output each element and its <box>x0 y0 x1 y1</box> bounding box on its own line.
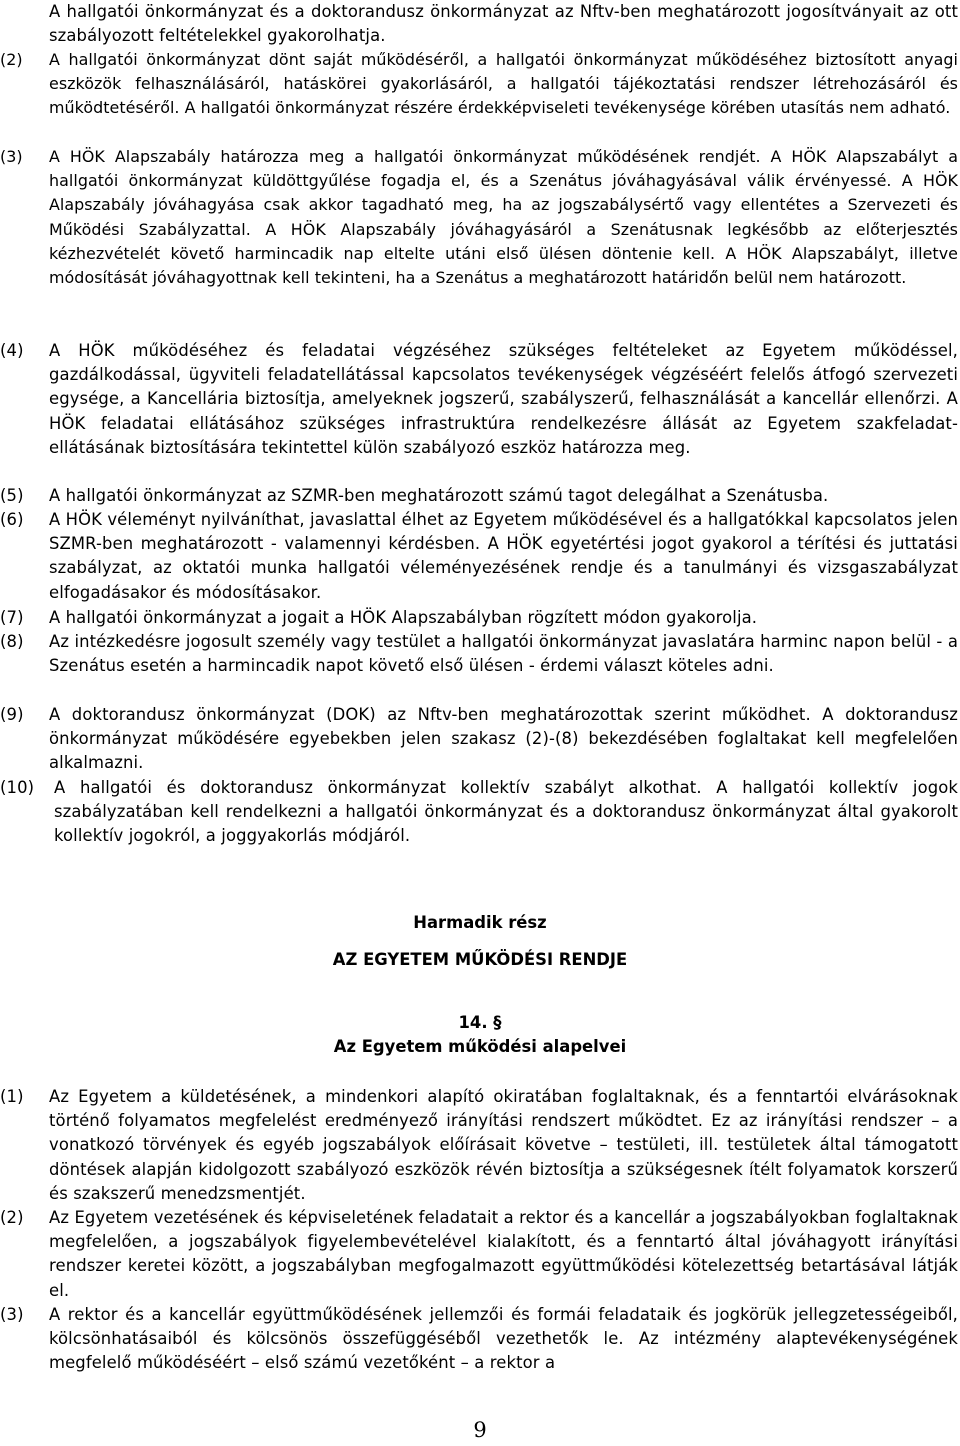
section-paragraph-2 <box>0 1206 958 1303</box>
paragraph-6 <box>0 508 958 605</box>
paragraph-number: (4) <box>0 341 24 360</box>
paragraph-text: A doktorandusz önkormányzat (DOK) az Nftv-ben meghatározottak szerint működhet. A doktorandusz önkormányzat működésére egyebekben jelen szakasz (2)-(8) bekezdésében foglaltakat kell megfelelően alkalmazni. <box>49 705 958 773</box>
paragraph-text: A HÖK Alapszabály határozza meg a hallgatói önkormányzat működésének rendjét. A HÖK Alapszabályt a hallgatói önkormányzat küldöttgyűlése fogadja el, és a Szenátus jóváhagyásával válik érvényessé. A HÖK Alapszabály jóváhagyása csak akkor tagadható meg, ha az jogszabálysértő vagy ellentétes a Szervezeti és Működési Szabályzattal. A HÖK Alapszabály jóváhagyásáról a Szenátusnak legkésőbb az előterjesztés kézhezvételét követő harmincadik nap eltelte utáni első ülésen döntenie kell. A HÖK Alapszabályt, illetve módosítását jóváhagyottnak kell tekinteni, ha a Szenátus a meghatározott határidőn belül nem határozott. <box>49 147 958 288</box>
paragraph-number: (6) <box>0 510 24 529</box>
paragraph-text: Az intézkedésre jogosult személy vagy testület a hallgatói önkormányzat javaslatára harminc napon belül - a Szenátus esetén a harmincadik napot követő első ülésen - érdemi választ köteles adni. <box>49 632 958 676</box>
paragraph-text: A hallgatói és doktorandusz önkormányzat kollektív szabályt alkothat. A hallgatói kollektív jogok szabályzatában kell rendelkezni a hallgatói önkormányzat és a doktorandusz önkormányzat által gyakorolt kollektív jogokról, a joggyakorlás módjáról. <box>54 778 958 846</box>
section-paragraph-3 <box>0 1303 958 1376</box>
paragraph-number: (3) <box>0 1305 24 1324</box>
paragraph-text: A hallgatói önkormányzat a jogait a HÖK Alapszabályban rögzített módon gyakorolja. <box>49 608 758 627</box>
paragraph-number: (9) <box>0 705 24 724</box>
intro-paragraph <box>0 0 958 48</box>
paragraph-text: A hallgatói önkormányzat dönt saját működéséről, a hallgatói önkormányzat működéséhez biztosított anyagi eszközök felhasználásáról, hatáskörei gyakorlásáról, a hallgatói tájékoztatási rendszer létrehozásáról és működtetéséről. A hallgatói önkormányzat részére érdekképviseleti tevékenysége körében utasítás nem adható. <box>49 50 958 118</box>
paragraph-3 <box>0 145 958 290</box>
paragraph-9 <box>0 703 958 776</box>
paragraph-text: A HÖK működéséhez és feladatai végzéséhez szükséges feltételeket az Egyetem működéssel, gazdálkodással, ügyviteli feladatellátással kapcsolatos tevékenységek végzéséért felelős átfogó szervezeti egysége, a Kancellária biztosítja, amelyeknek jogszerű, szabályszerű, felhasználását a kancellár ellenőrzi. A HÖK feladatai ellátásához szükséges infrastruktúra rendelkezésre állását az Egyetem szakfeladat-ellátásának biztosítására tekintettel külön szabályozó eszköz határozza meg. <box>49 341 958 457</box>
part-subtitle: AZ EGYETEM MŰKÖDÉSI RENDJE <box>332 950 628 969</box>
paragraph-8 <box>0 630 958 678</box>
paragraph-text: A rektor és a kancellár együttműködésének jellemzői és formái feladataik és jogkörük jellegzetességeiből, kölcsönhatásaiból és kölcsönös összefüggéséből vezethetők le. Az intézmény alaptevékenységének megfelelő működéséért – első számú vezetőként – a rektor a <box>49 1305 958 1373</box>
paragraph-number: (7) <box>0 608 24 627</box>
paragraph-number: (2) <box>0 1208 24 1227</box>
paragraph-number: (1) <box>0 1087 24 1106</box>
paragraph-7 <box>0 606 958 630</box>
paragraph-text: Az Egyetem a küldetésének, a mindenkori alapító okiratában foglaltaknak, és a fenntartói elvárásoknak történő folyamatos megfelelést eredményező irányítási rendszert működtet. Ez az irányítási rendszer – a vonatkozó törvények és egyéb jogszabályok előírásait követve – testületi, ill. testületek által támogatott döntések alapján kidolgozott szabályozó eszközök révén biztosítja a szükségesnek ítélt folyamatok korszerű és szakszerű menedzsmentjét. <box>49 1087 958 1203</box>
paragraph-number: (2) <box>0 50 23 69</box>
paragraph-10 <box>0 776 958 849</box>
section-number: 14. § <box>458 1013 502 1032</box>
part-title: Harmadik rész <box>413 913 547 932</box>
paragraph-2 <box>0 48 958 121</box>
paragraph-number: (5) <box>0 486 24 505</box>
page-number: 9 <box>473 1418 487 1442</box>
paragraph-number: (10) <box>0 778 35 797</box>
paragraph-number: (8) <box>0 632 24 651</box>
paragraph-text: Az Egyetem vezetésének és képviseletének feladatait a rektor és a kancellár a jogszabályokban foglaltaknak megfelelően, a jogszabályok figyelembevételével kialakított, és a fenntartó által jóváhagyott irányítási rendszer keretei között, a jogszabályban megfogalmazott együttműködési kötelezettség betartásával látják el. <box>49 1208 958 1300</box>
paragraph-5 <box>0 484 958 508</box>
intro-text: A hallgatói önkormányzat és a doktorandusz önkormányzat az Nftv-ben meghatározott jogosítványait az ott szabályozott feltételekkel gyakorolhatja. <box>49 2 958 46</box>
paragraph-text: A hallgatói önkormányzat az SZMR-ben meghatározott számú tagot delegálhat a Szenátusba. <box>49 486 829 505</box>
paragraph-4 <box>0 339 958 460</box>
paragraph-number: (3) <box>0 147 23 166</box>
section-paragraph-1 <box>0 1085 958 1206</box>
section-title: Az Egyetem működési alapelvei <box>333 1037 627 1056</box>
paragraph-text: A HÖK véleményt nyilváníthat, javaslattal élhet az Egyetem működésével és a hallgatókkal kapcsolatos jelen SZMR-ben meghatározott - valamennyi kérdésben. A HÖK egyetértési jogot gyakorol a térítési és juttatási szabályzat, az oktatói munka hallgatói véleményezésének rendje és a tanulmányi és vizsgaszabályzat elfogadásakor és módosításakor. <box>49 510 958 602</box>
